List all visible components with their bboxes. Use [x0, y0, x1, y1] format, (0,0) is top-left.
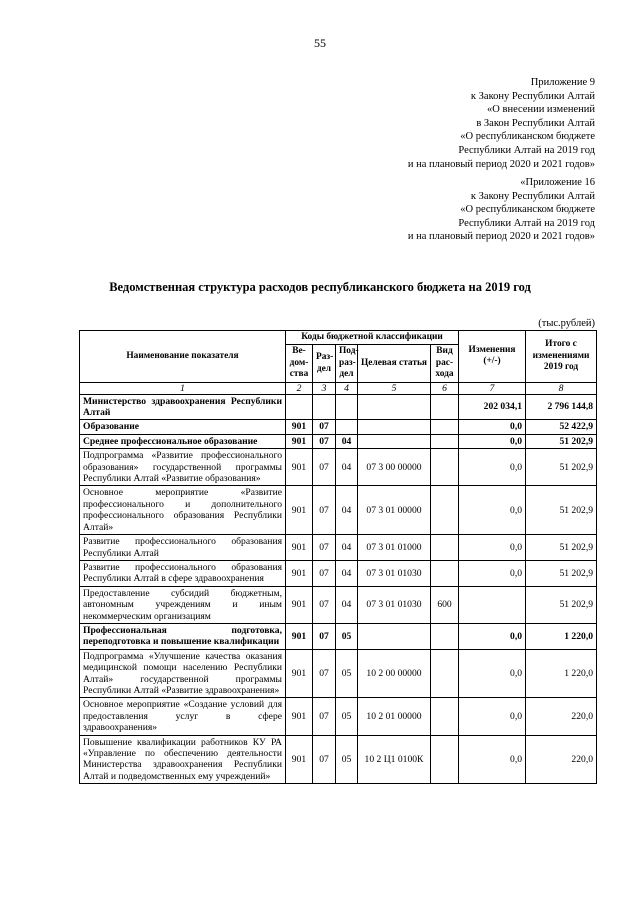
cell-target: 07 3 00 00000	[358, 449, 431, 486]
appendix-line: и на плановый период 2020 и 2021 годов»	[407, 158, 595, 170]
cell-dept	[286, 394, 313, 420]
cell-subsection	[336, 420, 358, 434]
header-total: Итого с изменениями 2019 год	[526, 331, 597, 383]
cell-change: 0,0	[459, 698, 526, 735]
cell-total: 51 202,9	[526, 434, 597, 448]
cell-name: Образование	[80, 420, 286, 434]
cell-section: 07	[313, 449, 336, 486]
column-number: 1	[80, 382, 286, 394]
cell-expense-type	[431, 434, 459, 448]
cell-total: 51 202,9	[526, 449, 597, 486]
table-row	[80, 623, 597, 649]
cell-target: 07 3 01 01030	[358, 560, 431, 586]
cell-subsection: 05	[336, 698, 358, 735]
cell-change: 0,0	[459, 735, 526, 784]
header-dept: Ве-дом-ства	[286, 345, 313, 382]
cell-section: 07	[313, 434, 336, 448]
table-row	[80, 535, 597, 561]
cell-subsection: 05	[336, 623, 358, 649]
table-row	[80, 486, 597, 535]
column-number: 4	[336, 382, 358, 394]
column-number: 7	[459, 382, 526, 394]
cell-subsection	[336, 394, 358, 420]
cell-dept: 901	[286, 649, 313, 698]
cell-total: 220,0	[526, 735, 597, 784]
cell-subsection: 05	[336, 735, 358, 784]
appendix-line: «О внесении изменений	[487, 104, 595, 116]
cell-section: 07	[313, 586, 336, 623]
cell-subsection: 05	[336, 649, 358, 698]
cell-expense-type	[431, 394, 459, 420]
cell-section	[313, 394, 336, 420]
cell-expense-type: 600	[431, 586, 459, 623]
appendix-line: «Приложение 16	[520, 177, 595, 188]
table-row	[80, 735, 597, 784]
appendix-line: Приложение 9	[530, 77, 595, 88]
cell-name: Подпрограмма «Улучшение качества оказания медицинской помощи населению Республики Алтай» государственной программы Республики Алтай «Развитие здравоохранения»	[80, 649, 286, 698]
cell-target	[358, 394, 431, 420]
cell-target	[358, 420, 431, 434]
table-row	[80, 649, 597, 698]
page-number: 55	[314, 36, 326, 50]
cell-section: 07	[313, 535, 336, 561]
column-number: 2	[286, 382, 313, 394]
cell-target: 10 2 00 00000	[358, 649, 431, 698]
table-row	[80, 449, 597, 486]
cell-dept: 901	[286, 486, 313, 535]
cell-total: 220,0	[526, 698, 597, 735]
cell-change: 0,0	[459, 535, 526, 561]
cell-dept: 901	[286, 434, 313, 448]
cell-target: 07 3 01 00000	[358, 486, 431, 535]
units-label: (тыс.рублей)	[538, 318, 595, 329]
cell-name: Профессиональная подготовка, переподготовка и повышение квалификации	[80, 623, 286, 649]
cell-section: 07	[313, 486, 336, 535]
cell-expense-type	[431, 449, 459, 486]
cell-section: 07	[313, 698, 336, 735]
header-target: Целевая статья	[358, 345, 431, 382]
cell-expense-type	[431, 420, 459, 434]
cell-expense-type	[431, 698, 459, 735]
cell-name: Предоставление субсидий бюджетным, автономным учреждениям и иным некоммерческим организациям	[80, 586, 286, 623]
table-row	[80, 420, 597, 434]
column-number: 3	[313, 382, 336, 394]
cell-name: Министерство здравоохранения Республики Алтай	[80, 394, 286, 420]
cell-expense-type	[431, 535, 459, 561]
column-number: 8	[526, 382, 597, 394]
table-body	[80, 394, 597, 784]
cell-target	[358, 434, 431, 448]
cell-change: 0,0	[459, 560, 526, 586]
cell-change: 0,0	[459, 623, 526, 649]
appendix-line: Республики Алтай на 2019 год	[458, 144, 595, 156]
cell-section: 07	[313, 623, 336, 649]
cell-name: Среднее профессиональное образование	[80, 434, 286, 448]
cell-total: 1 220,0	[526, 649, 597, 698]
cell-name: Развитие профессионального образования Республики Алтай в сфере здравоохранения	[80, 560, 286, 586]
table-row	[80, 698, 597, 735]
cell-expense-type	[431, 486, 459, 535]
cell-change: 0,0	[459, 449, 526, 486]
cell-section: 07	[313, 649, 336, 698]
cell-subsection: 04	[336, 449, 358, 486]
table-row	[80, 560, 597, 586]
appendix-line: «О республиканском бюджете	[460, 131, 595, 143]
header-expense-type: Вид рас-хода	[431, 345, 459, 382]
column-number: 5	[358, 382, 431, 394]
cell-target: 07 3 01 01030	[358, 586, 431, 623]
header-name: Наименование показателя	[80, 331, 286, 383]
cell-section: 07	[313, 420, 336, 434]
cell-dept: 901	[286, 535, 313, 561]
cell-name: Основное мероприятие «Создание условий для предоставления услуг в сфере здравоохранения»	[80, 698, 286, 735]
cell-dept: 901	[286, 586, 313, 623]
cell-section: 07	[313, 735, 336, 784]
cell-change: 0,0	[459, 486, 526, 535]
cell-subsection: 04	[336, 586, 358, 623]
table-row	[80, 434, 597, 448]
cell-total: 51 202,9	[526, 486, 597, 535]
cell-name: Основное мероприятие «Развитие профессионального и дополнительного профессионального образования Республики Алтай»	[80, 486, 286, 535]
header-section: Раз-дел	[313, 345, 336, 382]
cell-change: 202 034,1	[459, 394, 526, 420]
column-number: 6	[431, 382, 459, 394]
cell-dept: 901	[286, 623, 313, 649]
cell-target: 10 2 01 00000	[358, 698, 431, 735]
cell-section: 07	[313, 560, 336, 586]
budget-structure-table	[79, 330, 597, 784]
cell-subsection: 04	[336, 535, 358, 561]
cell-subsection: 04	[336, 486, 358, 535]
table-row	[80, 586, 597, 623]
appendix-line: Республики Алтай на 2019 год	[458, 217, 595, 229]
table-row	[80, 394, 597, 420]
cell-change: 0,0	[459, 434, 526, 448]
appendix-16-header	[408, 176, 595, 244]
cell-change: 0,0	[459, 420, 526, 434]
cell-total: 1 220,0	[526, 623, 597, 649]
appendix-line: к Закону Республики Алтай	[470, 190, 595, 202]
cell-expense-type	[431, 649, 459, 698]
appendix-line: «О республиканском бюджете	[460, 204, 595, 216]
cell-name: Повышение квалификации работников КУ РА «Управление по обеспечению деятельности Министерства здравоохранения Республики Алтай и подведомственных ему учреждений»	[80, 735, 286, 784]
cell-change	[459, 586, 526, 623]
cell-total: 52 422,9	[526, 420, 597, 434]
cell-target: 10 2 Ц1 0100К	[358, 735, 431, 784]
appendix-9-header	[408, 76, 595, 171]
cell-subsection: 04	[336, 434, 358, 448]
document-title: Ведомственная структура расходов республиканского бюджета на 2019 год	[109, 280, 531, 294]
cell-total: 51 202,9	[526, 586, 597, 623]
cell-expense-type	[431, 560, 459, 586]
appendix-line: к Закону Республики Алтай	[470, 90, 595, 102]
cell-dept: 901	[286, 420, 313, 434]
cell-name: Развитие профессионального образования Республики Алтай	[80, 535, 286, 561]
header-subsection: Под-раз-дел	[336, 345, 358, 382]
header-codes: Коды бюджетной классификации	[286, 331, 459, 345]
table-header-row	[80, 331, 597, 345]
appendix-line: и на плановый период 2020 и 2021 годов»	[407, 231, 595, 243]
cell-total: 51 202,9	[526, 560, 597, 586]
cell-dept: 901	[286, 449, 313, 486]
cell-total: 51 202,9	[526, 535, 597, 561]
column-number-row	[80, 382, 597, 394]
cell-target: 07 3 01 01000	[358, 535, 431, 561]
cell-name: Подпрограмма «Развитие профессионального образования» государственной программы Республики Алтай «Развитие образования»	[80, 449, 286, 486]
cell-dept: 901	[286, 735, 313, 784]
cell-dept: 901	[286, 698, 313, 735]
cell-target	[358, 623, 431, 649]
cell-dept: 901	[286, 560, 313, 586]
cell-expense-type	[431, 623, 459, 649]
cell-expense-type	[431, 735, 459, 784]
cell-change: 0,0	[459, 649, 526, 698]
cell-total: 2 796 144,8	[526, 394, 597, 420]
cell-subsection: 04	[336, 560, 358, 586]
header-changes: Изменения (+/-)	[459, 331, 526, 383]
appendix-line: в Закон Республики Алтай	[476, 117, 595, 129]
